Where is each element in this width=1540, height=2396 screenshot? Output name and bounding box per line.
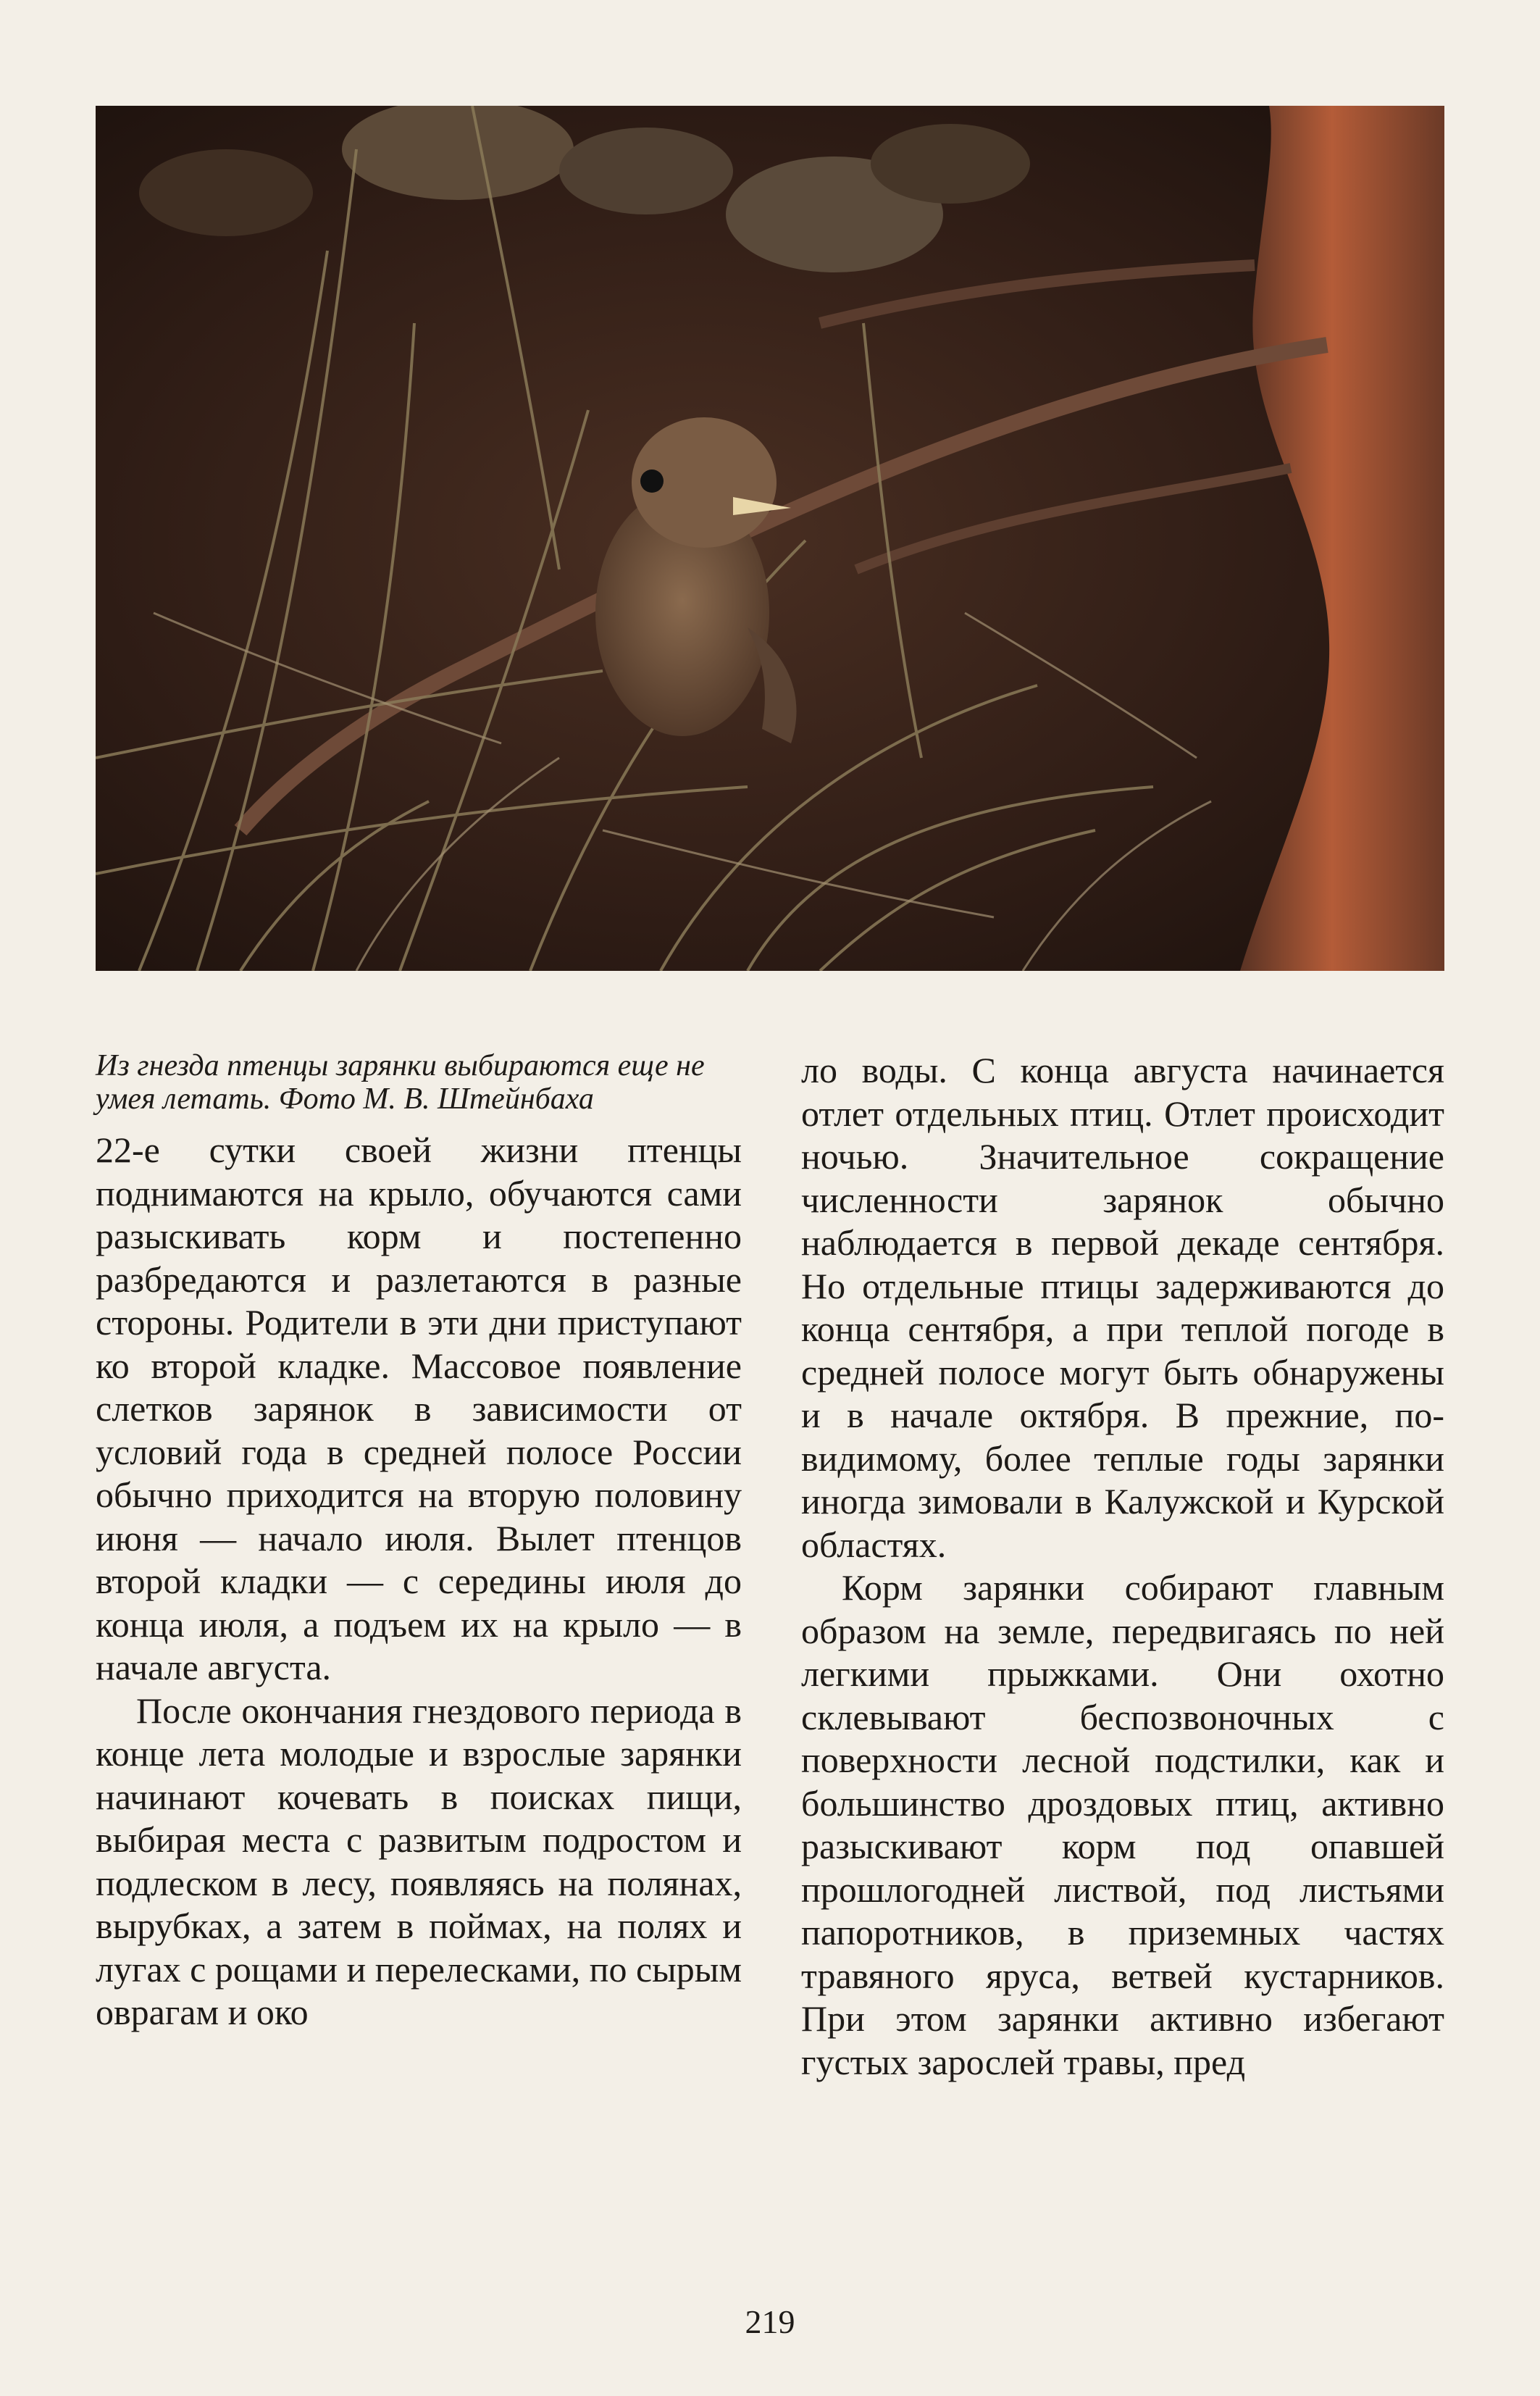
left-paragraph-2: После окончания гнездового периода в конце лета молодые и взрослые зарянки начинают кочевать в поисках пищи, выбирая места с развитым подростом и подлеском в лесу, появляясь на полянах, вырубках, а затем в поймах, на полях и лугах с рощами и перелесками, по сырым оврагам и око	[96, 1690, 742, 2032]
page-number: 219	[745, 2303, 795, 2340]
right-paragraph-1: ло воды. С конца августа начинается отлет отдельных птиц. Отлет происходит ночью. Значительное сокращение численности зарянок обычно наблюдается в первой декаде сентября. Но отдельные птицы задерживаются до конца сентября, а при теплой погоде в средней полосе могут быть обнаружены и в начале октября. В прежние, по-видимому, более теплые годы зарянки иногда зимовали в Калужской и Курской областях.	[801, 1050, 1444, 1565]
left-paragraph-1: 22-е сутки своей жизни птенцы поднимаются на крыло, обучаются сами разыскивать корм и постепенно разбредаются и разлетаются в разные стороны. Родители в эти дни приступают ко второй кладке. Массовое появление слетков зарянок в зависимости от условий года в средней полосе России обычно приходится на вторую половину июня — начало июля. Вылет птенцов второй кладки — с середины июля до конца июля, а подъем их на крыло — в начале августа.	[96, 1130, 742, 1687]
right-column	[801, 1049, 1444, 2084]
photo-caption: Из гнезда птенцы зарянки выбираются еще не умея летать. Фото М. В. Штейнбаха	[96, 1049, 705, 1116]
photo-image-icon	[96, 106, 1444, 971]
right-paragraph-2: Корм зарянки собирают главным образом на земле, передвигаясь по ней легкими прыжками. Они охотно склевывают беспозвоночных с поверхности лесной подстилки, как и большинство дроздовых птиц, активно разыскивают корм под опавшей прошлогодней листвой, под листьями папоротников, в приземных частях травяного яруса, ветвей кустарников. При этом зарянки активно избегают густых зарослей травы, пред	[801, 1567, 1444, 2082]
left-column	[96, 1049, 742, 2034]
photo-robin-fledgling	[96, 106, 1444, 971]
